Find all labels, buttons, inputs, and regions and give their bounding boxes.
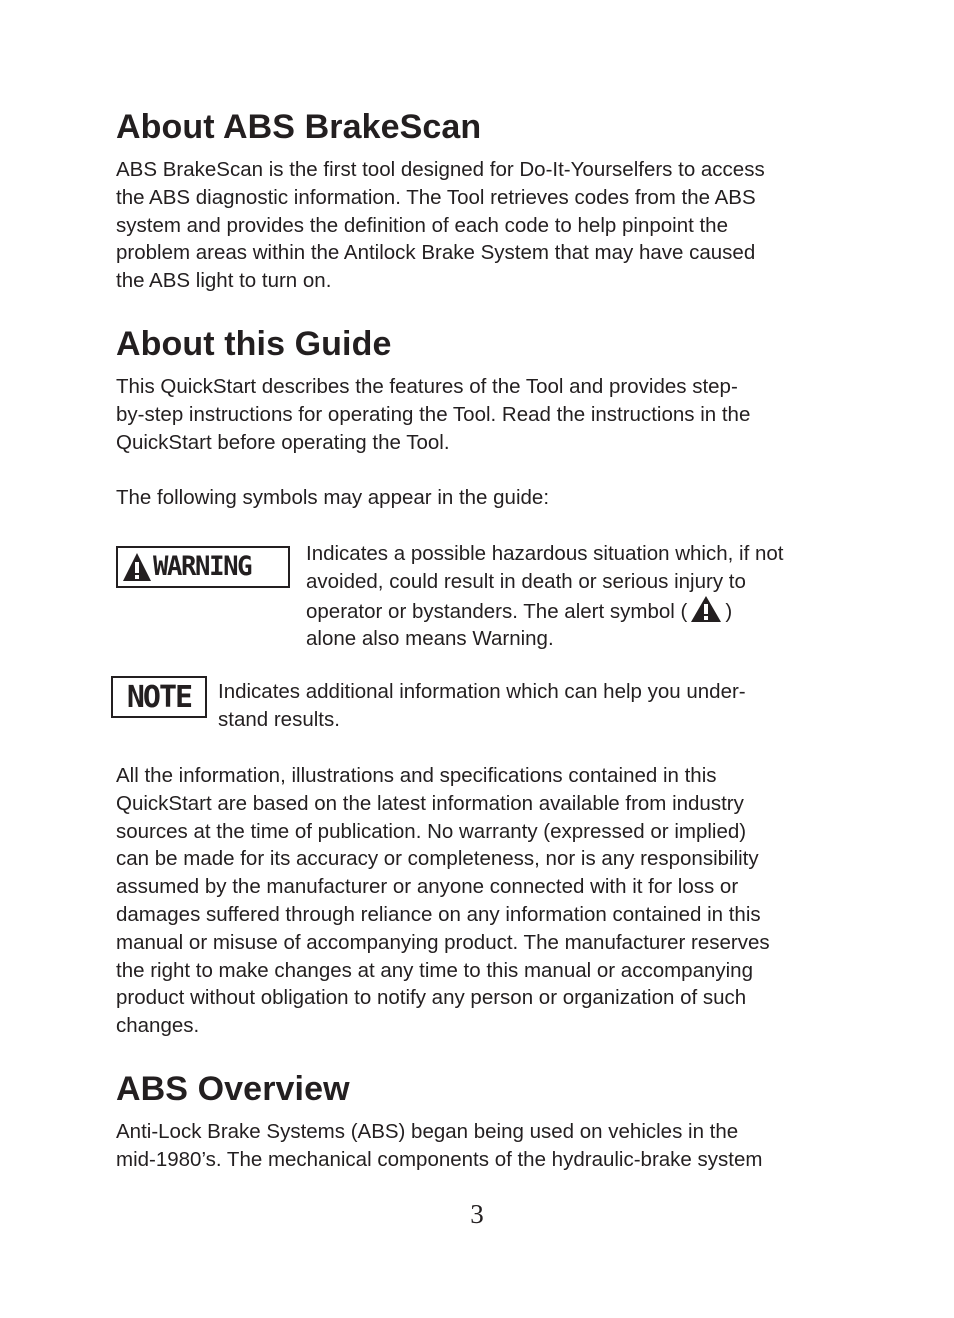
heading-abs-overview: ABS Overview [116,1070,350,1108]
text-line: the right to make changes at any time to this manual or accompanying [116,958,753,982]
heading-about-this-guide: About this Guide [116,325,392,363]
text-line: ) [725,599,733,623]
text-line: the ABS diagnostic information. The Tool retrieves codes from the ABS [116,185,756,209]
text-line: alone also means Warning. [306,627,554,651]
warning-badge-label: WARNING [153,551,252,582]
paragraph-abs-overview [116,1118,846,1174]
text-line: operator or bystanders. The alert symbol ( [306,599,688,623]
text-line: product without obligation to notify any person or organization of such [116,986,747,1010]
paragraph-warning-description [306,540,851,653]
text-line: avoided, could result in death or serious injury to [306,569,746,593]
alert-triangle-icon [691,596,721,622]
warning-badge [116,546,290,588]
text-line: system and provides the definition of each code to help pinpoint the [116,213,728,237]
text-line: stand results. [218,707,340,731]
text-line: the ABS light to turn on. [116,269,332,293]
text-line: This QuickStart describes the features of the Tool and provides step- [116,375,738,398]
paragraph-about-abs-brakescan [116,156,846,295]
text-line: problem areas within the Antilock Brake System that may have caused [116,241,756,265]
paragraph-about-this-guide [116,373,846,456]
text-line: Indicates a possible hazardous situation which, if not [306,542,784,565]
page-number: 3 [470,1199,484,1229]
text-line: QuickStart are based on the latest information available from industry [116,791,744,815]
note-badge: NOTE [111,676,207,718]
text-line: Indicates additional information which can help you under- [218,680,746,703]
text-line: can be made for its accuracy or completeness, nor is any responsibility [116,847,759,871]
text-line: changes. [116,1014,200,1038]
paragraph-note-description [218,678,838,734]
text-line: manual or misuse of accompanying product. The manufacturer reserves [116,930,770,954]
text-line: damages suffered through reliance on any information contained in this [116,902,761,926]
text-line: Anti-Lock Brake Systems (ABS) began being used on vehicles in the [116,1120,739,1143]
text-line: ABS BrakeScan is the first tool designed for Do-It-Yourselfers to access [116,158,765,181]
heading-about-abs-brakescan: About ABS BrakeScan [116,108,482,146]
paragraph-symbols-intro: The following symbols may appear in the guide: [116,486,550,509]
paragraph-disclaimer [116,762,856,1040]
text-line: assumed by the manufacturer or anyone connected with it for loss or [116,875,739,899]
text-line: by-step instructions for operating the Tool. Read the instructions in the [116,402,751,426]
text-line: mid-1980’s. The mechanical components of the hydraulic-brake system [116,1147,763,1171]
alert-triangle-icon [122,552,152,582]
text-line: QuickStart before operating the Tool. [116,430,450,454]
text-line: All the information, illustrations and specifications contained in this [116,764,717,787]
text-line: sources at the time of publication. No warranty (expressed or implied) [116,819,747,843]
